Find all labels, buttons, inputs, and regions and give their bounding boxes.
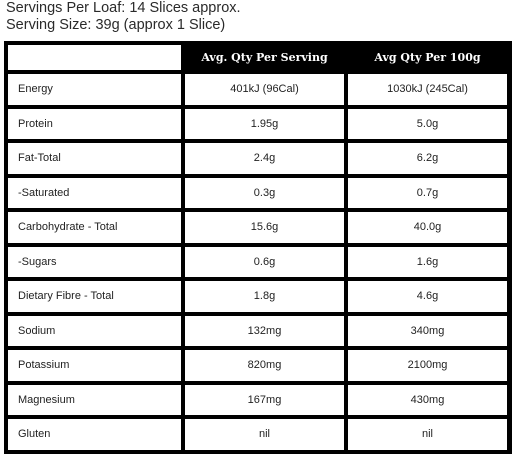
- per-100g-value: nil: [348, 419, 507, 450]
- nutrient-name: Dietary Fibre - Total: [8, 281, 181, 312]
- per-serving-value: 401kJ (96Cal): [185, 74, 344, 105]
- header-per-100g: Avg Qty Per 100g: [348, 45, 507, 70]
- nutrient-name: Fat-Total: [8, 143, 181, 174]
- serving-size: Serving Size: 39g (approx 1 Slice): [6, 17, 226, 33]
- per-serving-value: 167mg: [185, 385, 344, 416]
- header-per-serving: Avg. Qty Per Serving: [185, 45, 344, 70]
- per-100g-value: 430mg: [348, 385, 507, 416]
- per-serving-value: 132mg: [185, 316, 344, 347]
- per-100g-value: 5.0g: [348, 109, 507, 140]
- nutrient-name: Carbohydrate - Total: [8, 212, 181, 243]
- nutrient-name: Protein: [8, 109, 181, 140]
- per-100g-value: 1030kJ (245Cal): [348, 74, 507, 105]
- nutrient-name: Potassium: [8, 350, 181, 381]
- per-serving-value: 2.4g: [185, 143, 344, 174]
- per-100g-value: 2100mg: [348, 350, 507, 381]
- per-100g-value: 1.6g: [348, 247, 507, 278]
- per-serving-value: 1.8g: [185, 281, 344, 312]
- nutrition-grid: [8, 45, 507, 454]
- per-serving-value: 0.3g: [185, 178, 344, 209]
- servings-per-loaf: Servings Per Loaf: 14 Slices approx.: [6, 0, 241, 16]
- per-serving-value: nil: [185, 419, 344, 450]
- nutrient-name: -Sugars: [8, 247, 181, 278]
- per-100g-value: 0.7g: [348, 178, 507, 209]
- header-blank-cell: [8, 45, 181, 70]
- serving-info: [6, 0, 241, 34]
- nutrient-name: Gluten: [8, 419, 181, 450]
- per-100g-value: 4.6g: [348, 281, 507, 312]
- nutrition-table: [4, 41, 512, 454]
- nutrient-name: -Saturated: [8, 178, 181, 209]
- per-100g-value: 340mg: [348, 316, 507, 347]
- per-100g-value: 6.2g: [348, 143, 507, 174]
- per-serving-value: 0.6g: [185, 247, 344, 278]
- per-100g-value: 40.0g: [348, 212, 507, 243]
- nutrient-name: Magnesium: [8, 385, 181, 416]
- per-serving-value: 15.6g: [185, 212, 344, 243]
- nutrient-name: Energy: [8, 74, 181, 105]
- nutrient-name: Sodium: [8, 316, 181, 347]
- per-serving-value: 1.95g: [185, 109, 344, 140]
- per-serving-value: 820mg: [185, 350, 344, 381]
